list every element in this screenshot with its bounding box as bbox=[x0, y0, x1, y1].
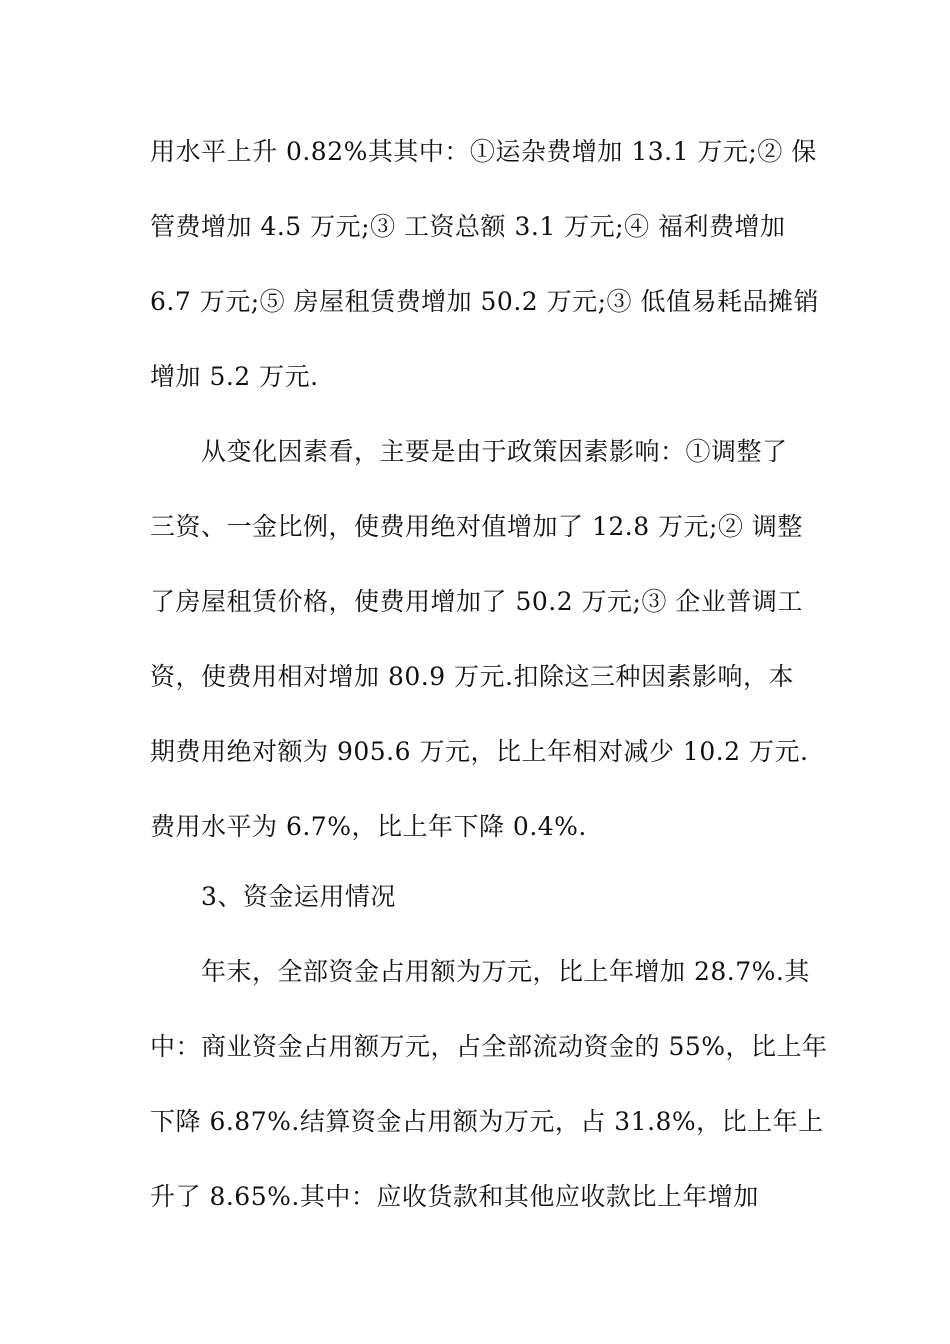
text-line: 期费用绝对额为 905.6 万元，比上年相对减少 10.2 万元. bbox=[150, 737, 809, 766]
paragraph-first-line: 从变化因素看，主要是由于政策因素影响：①调整了 bbox=[201, 437, 788, 466]
text-line: 下降 6.87%.结算资金占用额为万元，占 31.8%，比上年上 bbox=[150, 1107, 824, 1136]
text-line: 用水平上升 0.82%其其中：①运杂费增加 13.1 万元;② 保 bbox=[150, 137, 817, 166]
text-line: 三资、一金比例，使费用绝对值增加了 12.8 万元;② 调整 bbox=[150, 512, 803, 541]
text-line: 中：商业资金占用额万元，占全部流动资金的 55%，比上年 bbox=[150, 1032, 828, 1061]
text-line: 6.7 万元;⑤ 房屋租赁费增加 50.2 万元;③ 低值易耗品摊销 bbox=[150, 287, 820, 316]
text-line: 费用水平为 6.7%，比上年下降 0.4%. bbox=[150, 812, 587, 841]
section-heading: 3、资金运用情况 bbox=[201, 882, 396, 911]
text-line: 升了 8.65%.其中：应收货款和其他应收款比上年增加 bbox=[150, 1182, 759, 1211]
text-line: 增加 5.2 万元. bbox=[150, 362, 319, 391]
paragraph-first-line: 年末，全部资金占用额为万元，比上年增加 28.7%.其 bbox=[201, 957, 810, 986]
text-line: 管费增加 4.5 万元;③ 工资总额 3.1 万元;④ 福利费增加 bbox=[150, 212, 786, 241]
text-line: 了房屋租赁价格，使费用增加了 50.2 万元;③ 企业普调工 bbox=[150, 587, 803, 616]
text-line: 资，使费用相对增加 80.9 万元.扣除这三种因素影响，本 bbox=[150, 662, 795, 691]
